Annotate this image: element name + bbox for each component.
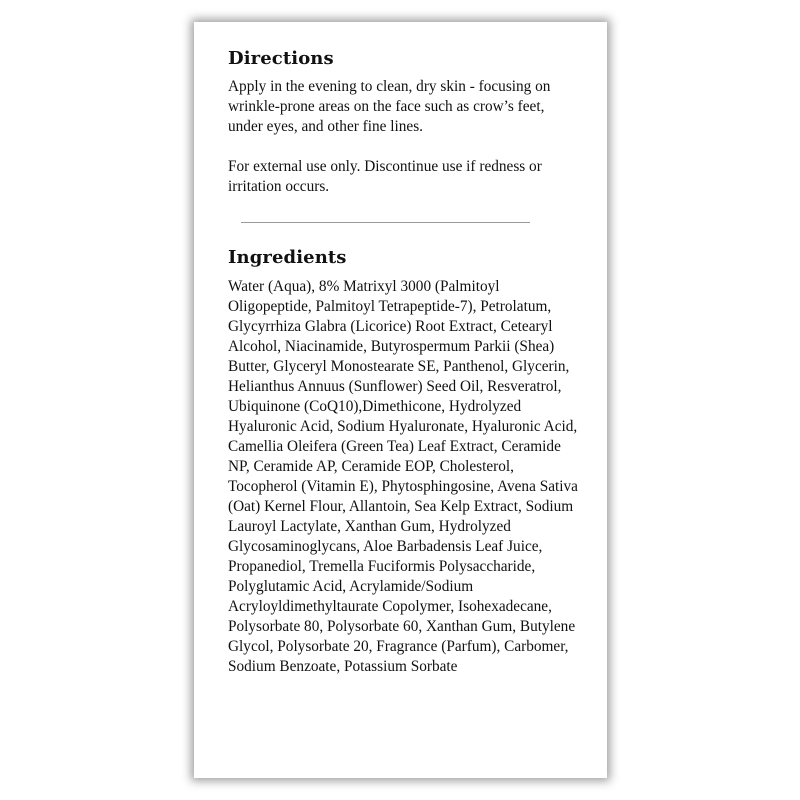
directions-heading: Directions: [228, 48, 334, 69]
directions-instructions: Apply in the evening to clean, dry skin - focusing on wrinkle-prone areas on the face such as crow’s feet, under eyes, and other fine lines.: [228, 78, 551, 135]
usage-warning: For external use only. Discontinue use if redness or irritation occurs.: [228, 158, 542, 195]
ingredients-heading: Ingredients: [228, 247, 347, 268]
product-info-card: [194, 22, 607, 778]
section-divider: [241, 222, 530, 223]
ingredients-list: Water (Aqua), 8% Matrixyl 3000 (Palmitoyl Oligopeptide, Palmitoyl Tetrapeptide-7), Petrolatum, Glycyrrhiza Glabra (Licorice) Root Extract, Cetearyl Alcohol, Niacinamide, Butyrospermum Parkii (Shea) Butter, Glyceryl Monostearate SE, Panthenol, Glycerin, Helianthus Annuus (Sunflower) Seed Oil, Resveratrol, Ubiquinone (CoQ10),Dimethicone, Hydrolyzed Hyaluronic Acid, Sodium Hyaluronate, Hyaluronic Acid, Camellia Oleifera (Green Tea) Leaf Extract, Ceramide NP, Ceramide AP, Ceramide EOP, Cholesterol, Tocopherol (Vitamin E), Phytosphingosine, Avena Sativa (Oat) Kernel Flour, Allantoin, Sea Kelp Extract, Sodium Lauroyl Lactylate, Xanthan Gum, Hydrolyzed Glycosaminoglycans, Aloe Barbadensis Leaf Juice, Propanediol, Tremella Fuciformis Polysaccharide, Polyglutamic Acid, Acrylamide/Sodium Acryloyldimethyltaurate Copolymer, Isohexadecane, Polysorbate 80, Polysorbate 60, Xanthan Gum, Butylene Glycol, Polysorbate 20, Fragrance (Parfum), Carbomer, Sodium Benzoate, Potassium Sorbate: [228, 278, 578, 675]
